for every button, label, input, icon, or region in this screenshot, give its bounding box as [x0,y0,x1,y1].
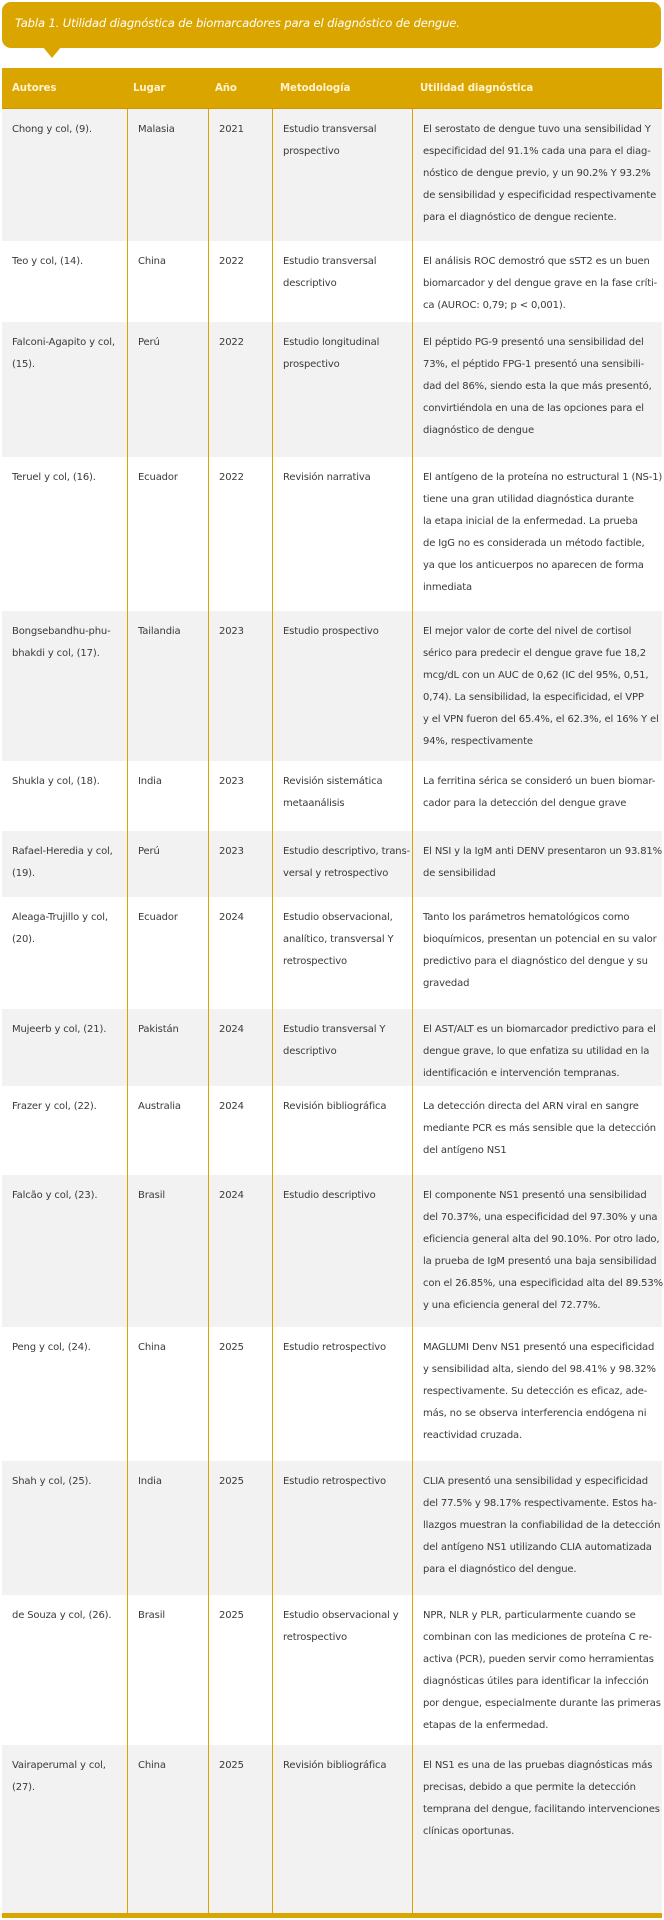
cell-autores [2,1461,127,1595]
cell-metodologia [272,1086,412,1175]
cell-utilidad-line: identificación e intervención tempranas. [423,1067,620,1079]
cell-utilidad [412,1086,662,1175]
cell-metodologia [272,322,412,457]
cell-metodologia [272,1175,412,1327]
cell-utilidad [412,1745,662,1913]
cell-metodologia-line: Estudio retrospectivo [283,1342,386,1353]
cell-utilidad-line: llazgos muestran la confiabilidad de la detección [423,1519,661,1531]
cell-autores [2,109,127,241]
cell-autores [2,897,127,1009]
cell-utilidad-line: especificidad del 91.1% cada una para el diag- [423,145,651,157]
cell-anio [208,1461,272,1595]
cell-utilidad-line: diagnósticas útiles para identificar la infección [423,1675,649,1687]
cell-utilidad-line: biomarcador y del dengue grave en la fase críti- [423,277,658,289]
biomarkers-table [2,68,662,1918]
cell-utilidad-line: El antígeno de la proteína no estructural 1 (NS-1) [423,472,663,483]
cell-metodologia-line: retrospectivo [283,1631,347,1643]
cell-utilidad-line: y el VPN fueron del 65.4%, el 62.3%, el 16% Y el [423,713,659,725]
cell-utilidad-line: la prueba de IgM presentó una baja sensibilidad [423,1255,657,1267]
cell-metodologia-line: descriptivo [283,1045,337,1057]
cell-utilidad-line: El NSI y la IgM anti DENV presentaron un 93.81% [423,846,662,857]
cell-autores-line: Mujeerb y col, (21). [12,1024,107,1035]
cell-utilidad-line: El péptido PG-9 presentó una sensibilidad del [423,337,644,348]
table-row [2,241,662,322]
cell-anio [208,1327,272,1461]
cell-utilidad-line: mediante PCR es más sensible que la detección [423,1122,656,1134]
cell-autores [2,1327,127,1461]
cell-autores-line: Falconi-Agapito y col, [12,337,115,348]
cell-metodologia [272,761,412,831]
cell-anio-text: 2023 [219,776,244,787]
cell-utilidad [412,109,662,241]
cell-utilidad [412,1175,662,1327]
cell-utilidad-line: del antígeno NS1 [423,1144,507,1156]
cell-autores-line: Shah y col, (25). [12,1476,92,1487]
cell-anio [208,897,272,1009]
cell-lugar-text: Ecuador [138,912,178,923]
cell-autores-line: Aleaga-Trujillo y col, [12,912,108,923]
cell-utilidad-line: reactividad cruzada. [423,1429,523,1441]
cell-metodologia-line: Estudio transversal [283,124,377,135]
table-row [2,109,662,241]
cell-autores [2,1175,127,1327]
cell-lugar [127,1175,208,1327]
cell-autores [2,611,127,761]
table-row [2,1175,662,1327]
cell-autores [2,1745,127,1913]
cell-utilidad-line: precisas, debido a que permite la detección [423,1781,636,1793]
cell-utilidad [412,322,662,457]
cell-autores [2,322,127,457]
cell-utilidad-line: 0,74). La sensibilidad, la especificidad, el VPP [423,691,644,703]
cell-autores-line: bhakdi y col, (17). [12,647,100,659]
cell-utilidad-line: inmediata [423,581,472,593]
cell-metodologia [272,1327,412,1461]
cell-autores-line: Chong y col, (9). [12,124,92,135]
cell-autores [2,1009,127,1086]
cell-utilidad-line: 73%, el péptido FPG-1 presentó una sensibili- [423,358,645,370]
cell-autores-line: (19). [12,867,35,879]
cell-autores [2,831,127,897]
table-row [2,1745,662,1913]
cell-lugar [127,831,208,897]
cell-anio [208,1595,272,1745]
cell-metodologia [272,897,412,1009]
table-header [2,68,662,109]
cell-anio [208,1745,272,1913]
cell-utilidad-line: combinan con las mediciones de proteína C re- [423,1631,652,1643]
cell-utilidad-line: bioquímicos, presentan un potencial en su valor [423,933,657,945]
cell-utilidad-line: tiene una gran utilidad diagnóstica durante [423,493,634,505]
cell-metodologia-line: metaanálisis [283,797,345,809]
table-row [2,457,662,611]
header-metodologia: Metodología [280,82,351,94]
cell-anio [208,241,272,322]
cell-lugar [127,897,208,1009]
cell-autores-line: (27). [12,1781,35,1793]
cell-autores-line: de Souza y col, (26). [12,1610,112,1621]
cell-utilidad-line: El análisis ROC demostró que sST2 es un buen [423,256,650,267]
cell-metodologia-line: versal y retrospectivo [283,867,389,879]
cell-anio [208,1175,272,1327]
cell-metodologia-line: Estudio transversal [283,256,377,267]
caption-pointer [43,47,61,58]
cell-utilidad-line: clínicas oportunas. [423,1825,515,1837]
cell-utilidad-line: de sensibilidad y especificidad respectivamente [423,189,657,201]
table-caption [2,2,661,48]
header-lugar: Lugar [133,82,166,94]
cell-anio [208,611,272,761]
cell-metodologia-line: Estudio longitudinal [283,337,380,348]
cell-anio [208,322,272,457]
cell-utilidad-line: más, no se observa interferencia endógena ni [423,1407,647,1419]
cell-utilidad-line: El componente NS1 presentó una sensibilidad [423,1190,647,1201]
cell-utilidad [412,1009,662,1086]
cell-autores-line: (15). [12,358,35,370]
cell-lugar [127,1745,208,1913]
cell-anio [208,831,272,897]
cell-metodologia-line: prospectivo [283,145,340,157]
cell-anio-text: 2024 [219,1024,244,1035]
cell-lugar [127,761,208,831]
cell-utilidad-line: del 77.5% y 98.17% respectivamente. Estos ha- [423,1497,657,1509]
cell-utilidad-line: activa (PCR), pueden servir como herramientas [423,1653,654,1665]
table-row [2,831,662,897]
cell-metodologia-line: Estudio prospectivo [283,626,379,637]
cell-lugar-text: Malasia [138,124,175,135]
cell-lugar [127,1086,208,1175]
cell-autores-line: Rafael-Heredia y col, [12,846,113,857]
cell-lugar-text: Australia [138,1101,181,1112]
table-row [2,1327,662,1461]
cell-lugar [127,1009,208,1086]
cell-anio-text: 2022 [219,337,244,348]
cell-anio [208,1086,272,1175]
cell-metodologia-line: Estudio descriptivo [283,1190,376,1201]
cell-metodologia [272,1009,412,1086]
cell-anio [208,109,272,241]
cell-metodologia-line: Revisión sistemática [283,776,383,787]
cell-anio-text: 2021 [219,124,244,135]
cell-lugar-text: China [138,1760,166,1771]
table-row [2,897,662,1009]
cell-metodologia [272,241,412,322]
cell-utilidad-line: cador para la detección del dengue grave [423,797,627,809]
cell-autores-line: (20). [12,933,35,945]
cell-metodologia [272,457,412,611]
cell-utilidad [412,241,662,322]
cell-utilidad-line: nóstico de dengue previo, y un 90.2% Y 93.2% [423,167,651,179]
cell-utilidad-line: de IgG no es considerada un método factible, [423,537,645,549]
cell-metodologia-line: Estudio retrospectivo [283,1476,386,1487]
cell-autores-line: Frazer y col, (22). [12,1101,97,1112]
cell-utilidad [412,761,662,831]
cell-autores [2,241,127,322]
table-row [2,322,662,457]
cell-metodologia-line: descriptivo [283,277,337,289]
cell-anio-text: 2022 [219,472,244,483]
cell-utilidad-line: y una eficiencia general del 72.77%. [423,1299,601,1311]
cell-lugar-text: Pakistán [138,1024,179,1035]
cell-autores-line: Peng y col, (24). [12,1342,91,1353]
cell-utilidad-line: para el diagnóstico de dengue reciente. [423,211,617,223]
cell-metodologia [272,109,412,241]
cell-utilidad-line: MAGLUMI Denv NS1 presentó una especificidad [423,1342,655,1353]
cell-utilidad-line: dad del 86%, siendo esta la que más presentó, [423,380,652,392]
cell-utilidad [412,1461,662,1595]
header-utilidad: Utilidad diagnóstica [420,82,534,94]
cell-utilidad [412,1327,662,1461]
table-row [2,611,662,761]
cell-anio-text: 2025 [219,1476,244,1487]
header-autores: Autores [12,82,57,94]
cell-lugar [127,1461,208,1595]
cell-utilidad-line: El serostato de dengue tuvo una sensibilidad Y [423,124,651,135]
cell-utilidad [412,457,662,611]
cell-metodologia-line: Revisión bibliográfica [283,1760,387,1771]
table-row [2,761,662,831]
cell-anio-text: 2025 [219,1760,244,1771]
cell-utilidad [412,611,662,761]
cell-lugar-text: India [138,1476,162,1487]
cell-lugar-text: Perú [138,337,160,348]
cell-anio-text: 2022 [219,256,244,267]
cell-anio-text: 2023 [219,626,244,637]
cell-autores-line: Bongsebandhu-phu- [12,626,111,637]
cell-utilidad-line: con el 26.85%, una especificidad alta del 89.53% [423,1277,663,1289]
cell-lugar-text: Brasil [138,1610,165,1621]
cell-utilidad [412,831,662,897]
cell-autores [2,761,127,831]
cell-utilidad-line: la etapa inicial de la enfermedad. La prueba [423,515,638,527]
cell-utilidad-line: convirtiéndola en una de las opciones para el [423,402,644,414]
cell-utilidad-line: La detección directa del ARN viral en sangre [423,1101,639,1112]
cell-utilidad-line: ya que los anticuerpos no aparecen de forma [423,559,644,571]
cell-utilidad-line: temprana del dengue, facilitando intervenciones [423,1803,660,1815]
cell-lugar-text: India [138,776,162,787]
cell-metodologia-line: Estudio observacional, [283,912,393,923]
table-row [2,1086,662,1175]
cell-metodologia-line: prospectivo [283,358,340,370]
cell-metodologia-line: Estudio observacional y [283,1610,399,1621]
cell-anio-text: 2024 [219,912,244,923]
cell-utilidad-line: respectivamente. Su detección es eficaz, ade- [423,1385,648,1397]
cell-utilidad-line: eficiencia general alta del 90.10%. Por otro lado, [423,1233,660,1245]
cell-autores [2,1595,127,1745]
caption-text: Tabla 1. Utilidad diagnóstica de biomarcadores para el diagnóstico de dengue. [15,16,460,30]
cell-utilidad-line: por dengue, especialmente durante las primeras [423,1697,661,1709]
cell-anio-text: 2024 [219,1101,244,1112]
cell-utilidad-line: gravedad [423,977,470,989]
cell-utilidad-line: La ferritina sérica se consideró un buen biomar- [423,776,656,787]
cell-lugar [127,322,208,457]
cell-utilidad-line: etapas de la enfermedad. [423,1719,549,1731]
cell-utilidad-line: El AST/ALT es un biomarcador predictivo para el [423,1024,656,1035]
cell-lugar-text: Brasil [138,1190,165,1201]
cell-metodologia-line: analítico, transversal Y [283,933,394,945]
cell-metodologia [272,611,412,761]
cell-lugar [127,611,208,761]
cell-anio-text: 2025 [219,1610,244,1621]
table-body [2,109,662,1913]
cell-anio-text: 2024 [219,1190,244,1201]
header-anio: Año [215,82,237,94]
cell-metodologia [272,1745,412,1913]
cell-lugar [127,1327,208,1461]
cell-lugar-text: Tailandia [138,626,181,637]
table-row [2,1009,662,1086]
cell-utilidad-line: CLIA presentó una sensibilidad y especificidad [423,1476,648,1487]
cell-utilidad-line: del 70.37%, una especificidad del 97.30% y una [423,1211,658,1223]
cell-utilidad-line: predictivo para el diagnóstico del dengue y su [423,955,648,967]
cell-lugar-text: China [138,1342,166,1353]
cell-utilidad-line: El mejor valor de corte del nivel de cortisol [423,626,632,637]
cell-anio-text: 2025 [219,1342,244,1353]
cell-utilidad [412,1595,662,1745]
cell-utilidad-line: sérico para predecir el dengue grave fue 18,2 [423,647,646,659]
cell-utilidad-line: diagnóstico de dengue [423,424,534,436]
cell-metodologia-line: Revisión bibliográfica [283,1101,387,1112]
cell-anio [208,457,272,611]
cell-utilidad-line: 94%, respectivamente [423,735,533,747]
cell-autores-line: Vairaperumal y col, [12,1760,106,1771]
cell-utilidad-line: Tanto los parámetros hematológicos como [423,912,630,923]
cell-metodologia-line: Estudio descriptivo, trans- [283,846,411,857]
cell-autores-line: Teo y col, (14). [12,256,84,267]
cell-metodologia [272,831,412,897]
cell-autores [2,457,127,611]
table-row [2,1461,662,1595]
cell-metodologia [272,1595,412,1745]
table-row [2,1595,662,1745]
cell-lugar [127,457,208,611]
cell-utilidad-line: NPR, NLR y PLR, particularmente cuando se [423,1610,636,1621]
cell-utilidad-line: ca (AUROC: 0,79; p < 0,001). [423,299,566,311]
cell-autores-line: Teruel y col, (16). [12,472,96,483]
cell-utilidad-line: para el diagnóstico del dengue. [423,1563,577,1575]
cell-anio-text: 2023 [219,846,244,857]
cell-lugar-text: China [138,256,166,267]
cell-metodologia-line: retrospectivo [283,955,347,967]
cell-utilidad-line: El NS1 es una de las pruebas diagnósticas más [423,1760,653,1771]
cell-lugar [127,1595,208,1745]
cell-utilidad-line: del antígeno NS1 utilizando CLIA automatizada [423,1541,652,1553]
cell-anio [208,1009,272,1086]
cell-utilidad-line: y sensibilidad alta, siendo del 98.41% y 98.32% [423,1363,656,1375]
cell-utilidad-line: mcg/dL con un AUC de 0,62 (IC del 95%, 0,51, [423,669,649,681]
cell-autores [2,1086,127,1175]
cell-utilidad [412,897,662,1009]
cell-metodologia [272,1461,412,1595]
cell-lugar-text: Perú [138,846,160,857]
cell-autores-line: Shukla y col, (18). [12,776,100,787]
cell-lugar-text: Ecuador [138,472,178,483]
cell-anio [208,761,272,831]
cell-autores-line: Falcão y col, (23). [12,1190,98,1201]
cell-lugar [127,109,208,241]
cell-utilidad-line: de sensibilidad [423,867,496,879]
cell-lugar [127,241,208,322]
cell-metodologia-line: Revisión narrativa [283,472,371,483]
cell-metodologia-line: Estudio transversal Y [283,1024,386,1035]
cell-utilidad-line: dengue grave, lo que enfatiza su utilidad en la [423,1045,650,1057]
